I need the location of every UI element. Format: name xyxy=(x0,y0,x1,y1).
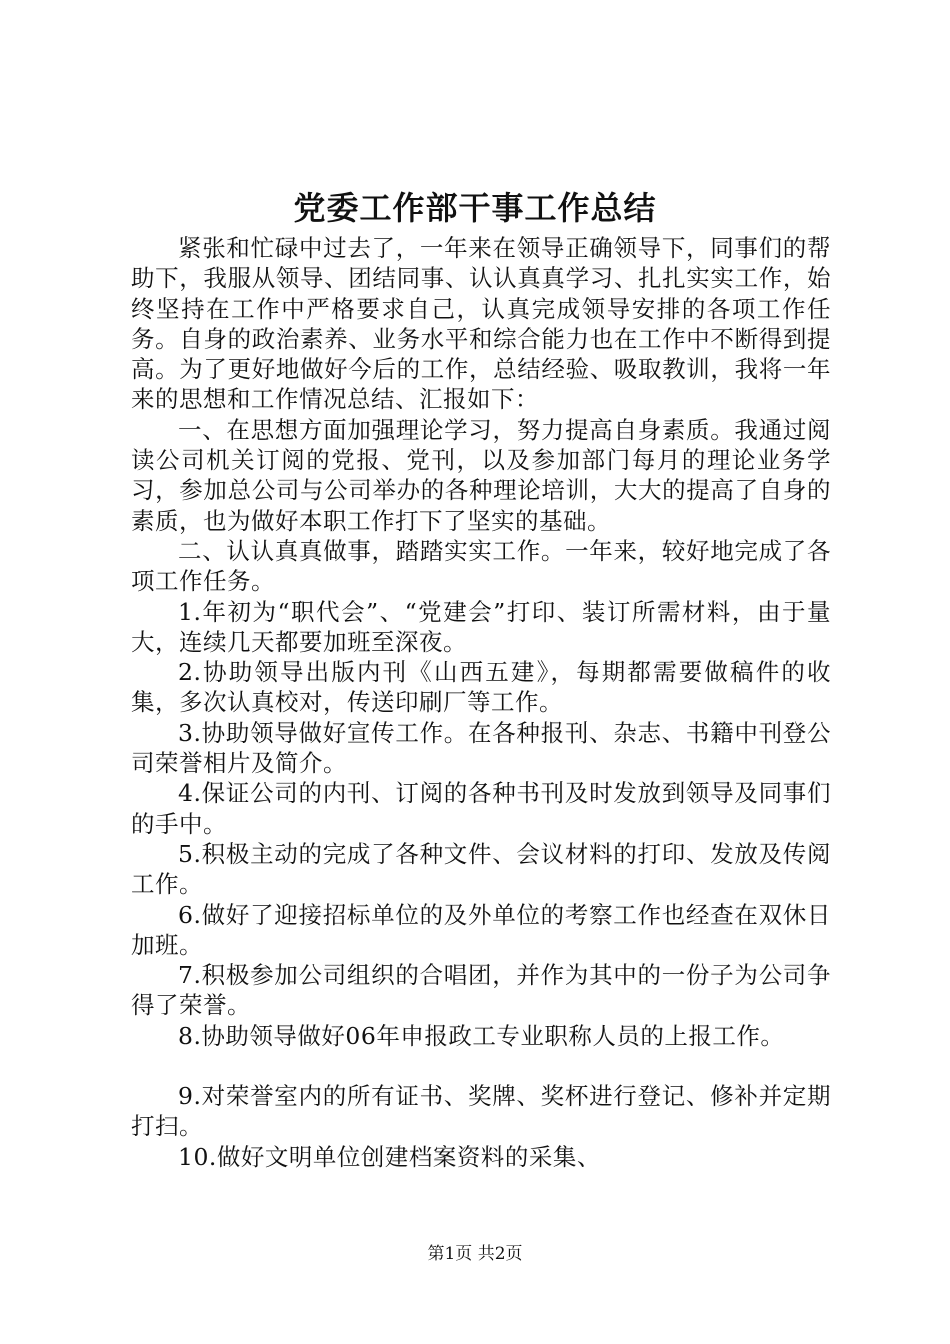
paragraph-section-2: 二、认认真真做事，踏踏实实工作。一年来，较好地完成了各项工作任务。 xyxy=(131,536,831,596)
list-item-4: 4.保证公司的内刊、订阅的各种书刊及时发放到领导及同事们的手中。 xyxy=(131,779,831,838)
list-item-6: 6.做好了迎接招标单位的及外单位的考察工作也经查在双休日加班。 xyxy=(131,900,831,959)
document-title: 党委工作部干事工作总结 xyxy=(293,189,657,227)
list-item-7: 7.积极参加公司组织的合唱团，并作为其中的一份子为公司争得了荣誉。 xyxy=(131,961,831,1020)
paragraph-section-1: 一、在思想方面加强理论学习，努力提高自身素质。我通过阅读公司机关订阅的党报、党刊，以及参加部门每月的理论业务学习，参加总公司与公司举办的各种理论培训，大大的提高了自身的素质，也为做好本职工作打下了坚实的基础。 xyxy=(131,415,831,535)
document-body xyxy=(131,233,831,1172)
list-item-8: 8.协助领导做好06年申报政工专业职称人员的上报工作。 xyxy=(178,1021,785,1050)
page-footer: 第1页 共2页 xyxy=(427,1244,523,1264)
list-item-9: 9.对荣誉室内的所有证书、奖牌、奖杯进行登记、修补并定期打扫。 xyxy=(131,1082,831,1141)
paragraph-intro: 紧张和忙碌中过去了，一年来在领导正确领导下，同事们的帮助下，我服从领导、团结同事、认认真真学习、扎扎实实工作，始终坚持在工作中严格要求自己，认真完成领导安排的各项工作任务。自身的政治素养、业务水平和综合能力也在工作中不断得到提高。为了更好地做好今后的工作，总结经验、吸取教训，我将一年来的思想和工作情况总结、汇报如下： xyxy=(131,234,831,414)
list-item-2: 2.协助领导出版内刊《山西五建》，每期都需要做稿件的收集，多次认真校对，传送印刷厂等工作。 xyxy=(131,658,831,717)
list-item-5: 5.积极主动的完成了各种文件、会议材料的打印、发放及传阅工作。 xyxy=(131,839,831,899)
list-item-1: 1.年初为“职代会”、“党建会”打印、装订所需材料，由于量大，连续几天都要加班至深夜。 xyxy=(131,597,831,656)
list-item-10: 10.做好文明单位创建档案资料的采集、 xyxy=(178,1142,601,1171)
list-item-3: 3.协助领导做好宣传工作。在各种报刊、杂志、书籍中刊登公司荣誉相片及简介。 xyxy=(131,718,831,778)
